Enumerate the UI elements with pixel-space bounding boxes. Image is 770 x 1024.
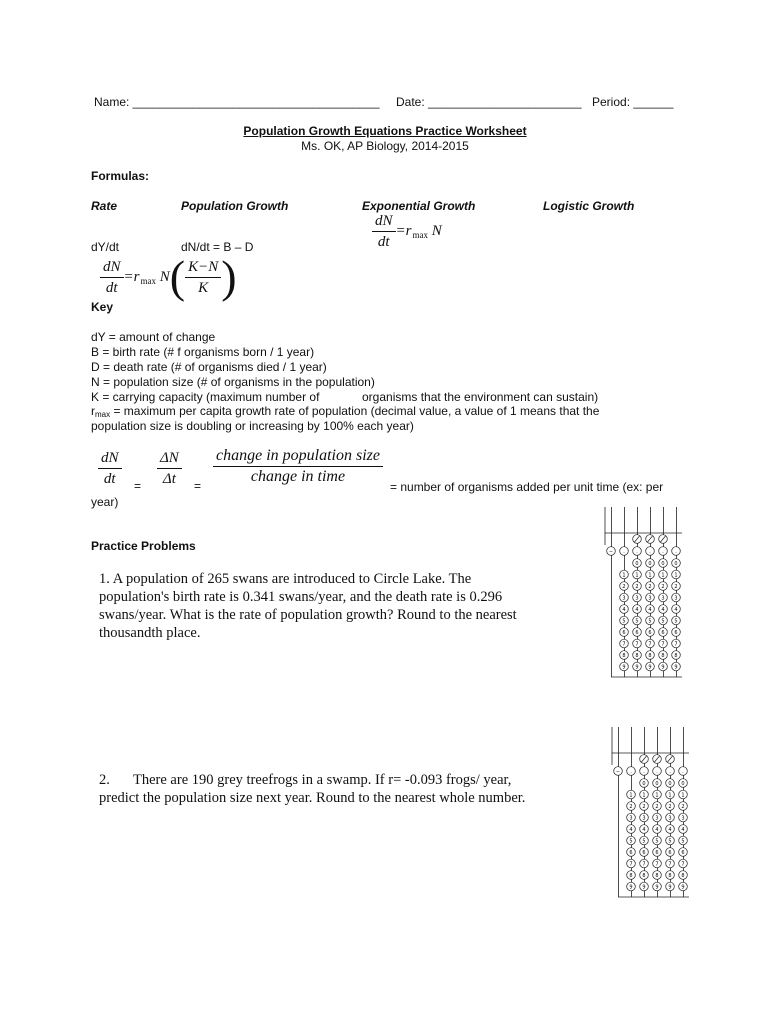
digit-bubble-label: 5 bbox=[681, 838, 685, 845]
decimal-bubble-label: . bbox=[675, 549, 677, 555]
digit-bubble-label: 8 bbox=[674, 653, 678, 659]
digit-bubble-label: 9 bbox=[635, 664, 639, 671]
digit-bubble-label: 4 bbox=[674, 607, 678, 613]
digit-bubble-label: 9 bbox=[655, 884, 659, 891]
digit-bubble-label: 0 bbox=[648, 561, 652, 567]
digit-bubble-label: 3 bbox=[674, 595, 678, 602]
digit-bubble-label: 8 bbox=[661, 653, 665, 659]
digit-bubble-label: 6 bbox=[642, 850, 646, 856]
digit-bubble-label: 7 bbox=[661, 641, 665, 648]
digit-bubble-label: 5 bbox=[629, 838, 633, 845]
digit-bubble-label: 4 bbox=[681, 827, 685, 833]
digit-bubble-label: 2 bbox=[661, 584, 665, 590]
digit-bubble-label: 1 bbox=[648, 572, 652, 579]
digit-bubble-label: 2 bbox=[635, 584, 639, 590]
key-line-k-cont: organisms that the environment can sustain) bbox=[362, 390, 599, 404]
digit-bubble-label: 1 bbox=[661, 572, 665, 579]
problem-2-text: There are 190 grey treefrogs in a swamp. If r= -0.093 frogs/ year, predict the population size next year. Round to the nearest whole number. bbox=[99, 772, 526, 806]
digit-bubble-label: 8 bbox=[668, 873, 672, 879]
digit-bubble-label: 0 bbox=[674, 561, 678, 567]
decimal-bubble-label: . bbox=[649, 549, 651, 555]
digit-bubble-label: 2 bbox=[629, 804, 633, 810]
digit-bubble-label: 7 bbox=[629, 861, 633, 868]
decimal-bubble-label: . bbox=[630, 769, 632, 775]
digit-bubble-label: 3 bbox=[668, 815, 672, 822]
digit-bubble-label: 4 bbox=[661, 607, 665, 613]
digit-bubble-label: 2 bbox=[642, 804, 646, 810]
date-field-label: Date: _______________________ bbox=[396, 95, 582, 109]
digit-bubble-label: 2 bbox=[681, 804, 685, 810]
key-line-k: K = carrying capacity (maximum number of bbox=[91, 390, 320, 404]
rate-definition-description: = number of organisms added per unit time (ex: per bbox=[390, 480, 664, 494]
digit-bubble-label: 3 bbox=[622, 595, 626, 602]
digit-bubble-label: 8 bbox=[622, 653, 626, 659]
digit-bubble-label: 5 bbox=[674, 618, 678, 625]
digit-bubble-label: 1 bbox=[642, 792, 646, 799]
digit-bubble-label: 7 bbox=[655, 861, 659, 868]
digit-bubble-label: 4 bbox=[622, 607, 626, 613]
digit-bubble-label: 7 bbox=[668, 861, 672, 868]
digit-bubble-label: 6 bbox=[655, 850, 659, 856]
digit-bubble-label: 7 bbox=[622, 641, 626, 648]
name-field-label: Name: _____________________________________ bbox=[94, 95, 380, 109]
digit-bubble-label: 1 bbox=[655, 792, 659, 799]
digit-bubble-label: 2 bbox=[668, 804, 672, 810]
digit-bubble-label: 5 bbox=[668, 838, 672, 845]
digit-bubble-label: 4 bbox=[642, 827, 646, 833]
problem-2-number: 2. bbox=[99, 772, 110, 788]
digit-bubble-label: 0 bbox=[635, 561, 639, 567]
logistic-growth-column-heading: Logistic Growth bbox=[543, 199, 635, 213]
digit-bubble-label: 8 bbox=[648, 653, 652, 659]
digit-bubble-label: 6 bbox=[674, 630, 678, 636]
digit-bubble-label: 9 bbox=[674, 664, 678, 671]
digit-bubble-label: 7 bbox=[642, 861, 646, 868]
digit-bubble-label: 8 bbox=[681, 873, 685, 879]
digit-bubble-label: 6 bbox=[648, 630, 652, 636]
key-heading: Key bbox=[91, 300, 114, 314]
digit-bubble-label: 6 bbox=[661, 630, 665, 636]
digit-bubble-label: 4 bbox=[655, 827, 659, 833]
rate-definition-equals-1: = bbox=[134, 479, 142, 493]
digit-bubble-label: 6 bbox=[622, 630, 626, 636]
digit-bubble-label: 1 bbox=[629, 792, 633, 799]
digit-bubble-label: 9 bbox=[622, 664, 626, 671]
digit-bubble-label: 2 bbox=[655, 804, 659, 810]
practice-problems-heading: Practice Problems bbox=[91, 539, 196, 553]
worksheet-subtitle: Ms. OK, AP Biology, 2014-2015 bbox=[301, 139, 469, 153]
digit-bubble-label: 3 bbox=[655, 815, 659, 822]
rate-definition-fraction-2: $\frac{\Delta N}{\Delta t}$ bbox=[157, 448, 182, 489]
decimal-bubble-label: . bbox=[636, 549, 638, 555]
exponential-growth-formula: $\frac{dN}{dt}$ $=r_{max}$ N bbox=[372, 211, 442, 252]
digit-bubble-label: 4 bbox=[629, 827, 633, 833]
worksheet-title: Population Growth Equations Practice Worksheet bbox=[243, 124, 527, 138]
decimal-bubble-label: . bbox=[623, 549, 625, 555]
key-line-rmax: rmax = maximum per capita growth rate of population (decimal value, a value of 1 means that the bbox=[91, 404, 600, 419]
digit-bubble-label: 1 bbox=[635, 572, 639, 579]
digit-bubble-label: 0 bbox=[655, 781, 659, 787]
rate-definition-fraction-1: $\frac{dN}{dt}$ bbox=[98, 448, 122, 489]
digit-bubble-label: 1 bbox=[681, 792, 685, 799]
answer-grid-1[interactable] bbox=[604, 507, 684, 679]
key-line-b: B = birth rate (# f organisms born / 1 year) bbox=[91, 345, 315, 359]
decimal-bubble-label: . bbox=[643, 769, 645, 775]
digit-bubble-label: 6 bbox=[681, 850, 685, 856]
minus-bubble-label: − bbox=[608, 549, 614, 555]
answer-grid-2[interactable] bbox=[611, 727, 691, 899]
digit-bubble-label: 0 bbox=[668, 781, 672, 787]
rate-definition-description-cont: year) bbox=[91, 495, 119, 509]
digit-bubble-label: 5 bbox=[648, 618, 652, 625]
decimal-bubble-label: . bbox=[656, 769, 658, 775]
digit-bubble-label: 2 bbox=[648, 584, 652, 590]
digit-bubble-label: 8 bbox=[642, 873, 646, 879]
digit-bubble-label: 0 bbox=[642, 781, 646, 787]
digit-bubble-label: 7 bbox=[635, 641, 639, 648]
period-field-label: Period: ______ bbox=[592, 95, 674, 109]
population-growth-formula: dN/dt = B – D bbox=[181, 240, 254, 254]
digit-bubble-label: 5 bbox=[655, 838, 659, 845]
digit-bubble-label: 8 bbox=[635, 653, 639, 659]
logistic-growth-formula: $\frac{dN}{dt}$ $=r_{max}$ N( $\frac{K-N}{K}$ ) bbox=[100, 254, 237, 300]
digit-bubble-label: 3 bbox=[635, 595, 639, 602]
decimal-bubble-label: . bbox=[682, 769, 684, 775]
key-line-dy: dY = amount of change bbox=[91, 330, 216, 344]
digit-bubble-label: 1 bbox=[668, 792, 672, 799]
digit-bubble-label: 7 bbox=[648, 641, 652, 648]
rate-definition-equals-2: = bbox=[194, 479, 202, 493]
rate-column-heading: Rate bbox=[91, 199, 118, 213]
key-line-n: N = population size (# of organisms in the population) bbox=[91, 375, 375, 389]
digit-bubble-label: 8 bbox=[629, 873, 633, 879]
digit-bubble-label: 9 bbox=[681, 884, 685, 891]
digit-bubble-label: 5 bbox=[622, 618, 626, 625]
digit-bubble-label: 7 bbox=[674, 641, 678, 648]
digit-bubble-label: 0 bbox=[681, 781, 685, 787]
digit-bubble-label: 4 bbox=[648, 607, 652, 613]
digit-bubble-label: 5 bbox=[642, 838, 646, 845]
digit-bubble-label: 9 bbox=[629, 884, 633, 891]
digit-bubble-label: 3 bbox=[648, 595, 652, 602]
digit-bubble-label: 2 bbox=[674, 584, 678, 590]
population-growth-column-heading: Population Growth bbox=[181, 199, 289, 213]
digit-bubble-label: 0 bbox=[661, 561, 665, 567]
digit-bubble-label: 9 bbox=[661, 664, 665, 671]
key-line-d: D = death rate (# of organisms died / 1 year) bbox=[91, 360, 327, 374]
digit-bubble-label: 4 bbox=[635, 607, 639, 613]
digit-bubble-label: 7 bbox=[681, 861, 685, 868]
digit-bubble-label: 3 bbox=[629, 815, 633, 822]
digit-bubble-label: 4 bbox=[668, 827, 672, 833]
digit-bubble-label: 9 bbox=[668, 884, 672, 891]
decimal-bubble-label: . bbox=[662, 549, 664, 555]
digit-bubble-label: 9 bbox=[648, 664, 652, 671]
digit-bubble-label: 3 bbox=[661, 595, 665, 602]
digit-bubble-label: 6 bbox=[629, 850, 633, 856]
minus-bubble-label: − bbox=[615, 769, 621, 775]
digit-bubble-label: 1 bbox=[622, 572, 626, 579]
key-line-rmax-cont: population size is doubling or increasing by 100% each year) bbox=[91, 419, 414, 433]
problem-1-text: 1. A population of 265 swans are introduced to Circle Lake. The population's birth rate is 0.341 swans/year, and the death rate is 0.296 swans/year. What is the rate of population growth? Round to the nearest thousandth place. bbox=[99, 571, 517, 641]
digit-bubble-label: 1 bbox=[674, 572, 678, 579]
digit-bubble-label: 6 bbox=[668, 850, 672, 856]
digit-bubble-label: 5 bbox=[635, 618, 639, 625]
formulas-heading: Formulas: bbox=[91, 169, 150, 183]
digit-bubble-label: 6 bbox=[635, 630, 639, 636]
digit-bubble-label: 8 bbox=[655, 873, 659, 879]
digit-bubble-label: 3 bbox=[681, 815, 685, 822]
exponential-growth-column-heading: Exponential Growth bbox=[362, 199, 476, 213]
rate-definition-fraction-3: $\frac{\text{change in population size}}{\text{change in time}}$ bbox=[213, 446, 383, 487]
digit-bubble-label: 3 bbox=[642, 815, 646, 822]
digit-bubble-label: 5 bbox=[661, 618, 665, 625]
rate-formula: dY/dt bbox=[91, 240, 120, 254]
digit-bubble-label: 9 bbox=[642, 884, 646, 891]
decimal-bubble-label: . bbox=[669, 769, 671, 775]
digit-bubble-label: 2 bbox=[622, 584, 626, 590]
